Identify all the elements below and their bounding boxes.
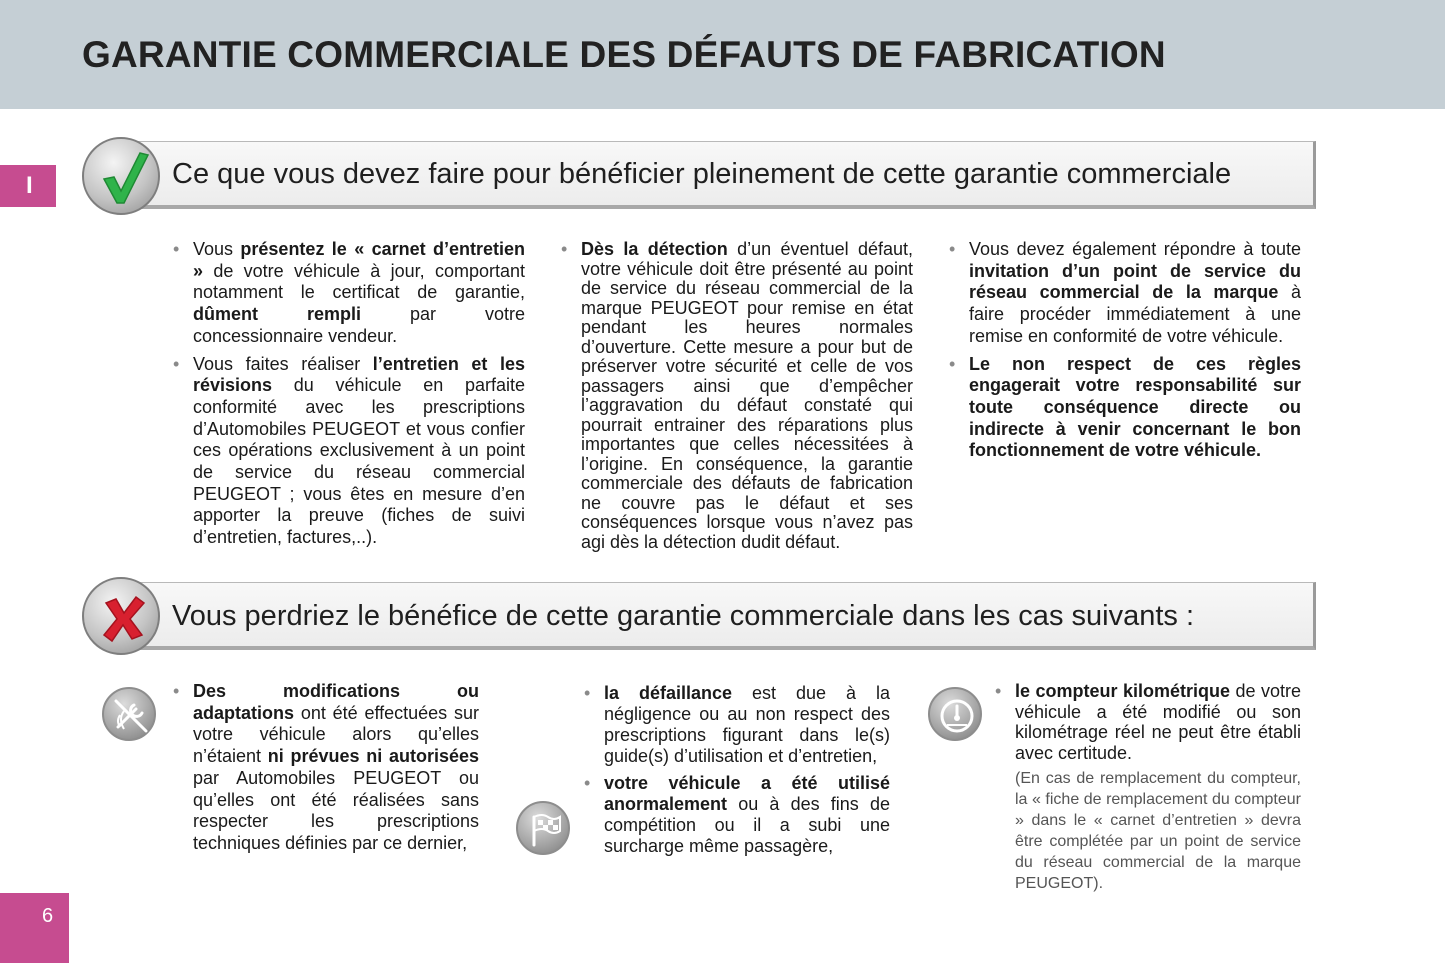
list-item: • Vous faites réaliser l’entretien et les révisions du véhicule en parfaite conformité avec les prescriptions d’Automobiles PEUGEOT et vous confier ces opérations exclusivement à un point de service du réseau commercial PEUGEOT ; vous êtes en mesure d’en apporter la preuve (fiches de suivi d’entretien, factures,..). xyxy=(172,354,525,549)
chapter-tab[interactable]: I xyxy=(0,165,56,207)
cross-badge xyxy=(82,577,160,655)
list-item: • Le non respect de ces règles engagerait votre responsabilité sur toute conséquence directe ou indirecte à venir concernant le bon fonctionnement de votre véhicule. xyxy=(948,354,1301,463)
checkered-flag-icon xyxy=(518,803,572,857)
modification-wrench-icon xyxy=(104,689,158,743)
modification-badge xyxy=(102,687,156,741)
list-item: • le compteur kilométrique de votre véhicule a été modifié ou son kilométrage réel ne peut être établi avec certitude. xyxy=(994,681,1301,764)
exclusions-column-2 xyxy=(583,683,890,863)
section-title-exclusions: Vous perdriez le bénéfice de cette garantie commerciale dans les cas suivants : xyxy=(172,600,1194,632)
obligations-column-3 xyxy=(948,239,1301,468)
exclusions-column-1 xyxy=(172,681,479,861)
obligations-column-2 xyxy=(560,240,913,558)
flag-badge xyxy=(516,801,570,855)
page-number: 6 xyxy=(0,893,69,963)
list-item: • la défaillance est due à la négligence ou au non respect des prescriptions figurant dans le(s) guide(s) d’utilisation et d’entretien, xyxy=(583,683,890,767)
list-item: • Des modifications ou adaptations ont été effectuées sur votre véhicule alors qu’elles n’étaient ni prévues ni autorisées par Automobiles PEUGEOT ou qu’elles ont été réalisées sans respecter les prescriptions techniques définies par ce dernier, xyxy=(172,681,479,855)
cross-icon xyxy=(84,579,162,657)
check-badge xyxy=(82,137,160,215)
obligations-column-1 xyxy=(172,239,525,555)
list-item: • Vous présentez le « carnet d’entretien » de votre véhicule à jour, comportant notamment le certificat de garantie, dûment rempli par votre concessionnaire vendeur. xyxy=(172,239,525,348)
exclusions-column-3 xyxy=(994,681,1301,894)
speedometer-badge xyxy=(928,687,982,741)
section-title-obligations: Ce que vous devez faire pour bénéficier pleinement de cette garantie commerciale xyxy=(172,158,1232,190)
page-title: GARANTIE COMMERCIALE DES DÉFAUTS DE FABRICATION xyxy=(82,34,1166,75)
check-icon xyxy=(84,139,162,217)
speedometer-icon xyxy=(930,689,984,743)
list-item: • votre véhicule a été utilisé anormalement ou à des fins de compétition ou il a subi une surcharge même passagère, xyxy=(583,773,890,857)
list-item: • Dès la détection d’un éventuel défaut, votre véhicule doit être présenté au point de service du réseau commercial de la marque PEUGEOT pour remise en état pendant les heures normales d’ouverture. Cette mesure a pour but de préserver votre sécurité et celle de vos passagers ainsi que d’empêcher l’aggravation du défaut constaté qui pourrait entrainer des réparations plus importantes que celles nécessitées à l’origine. En conséquence, la garantie commerciale des défauts de fabrication ne couvre pas le défaut et ses conséquences lorsque vous n’avez pas agi dès la détection dudit défaut. xyxy=(560,240,913,552)
list-item: • Vous devez également répondre à toute invitation d’un point de service du réseau commercial de la marque à faire procéder immédiatement à une remise en conformité de votre véhicule. xyxy=(948,239,1301,348)
odometer-note: (En cas de remplacement du compteur, la « fiche de remplacement du compteur » dans le « carnet d’entretien » devra être complétée par un point de service du réseau commercial de la marque PEUGEOT). xyxy=(1015,769,1301,892)
